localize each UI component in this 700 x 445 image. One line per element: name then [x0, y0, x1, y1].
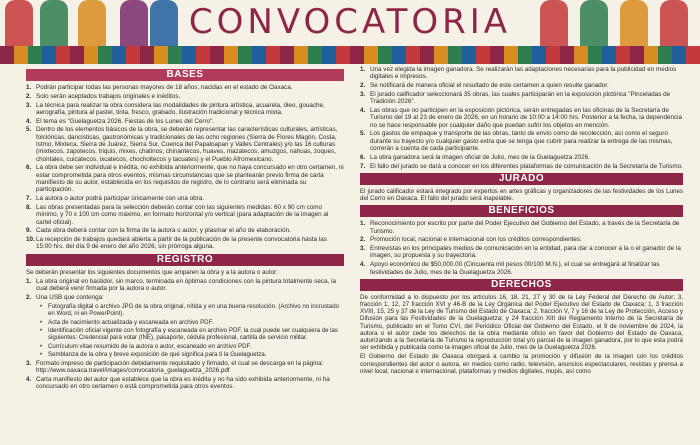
list-item [26, 227, 344, 234]
derechos-paragraph-1: De conformidad a lo dispuesto por los artículos 16, 18, 21, 27 y 30 de la Ley Federal del Derecho de Autor; 3, fracción 1, 12, 27 fracción XVI y 46-B de la Ley Orgánica del Poder Ejecutivo del Estado de Oaxaca; 1, 3 fracción XVIII, 15, 25 y 37 de la Ley de Turismo del Estado de Oaxaca; 2, fracción V, 7 y 16 de la Ley de Protección, Acceso y Difusión para las Festividades de la Guelaguetza; y 24 fracción XIII del Reglamento Interno de la Secretaría de Turismo, publicado en el Tomo CVI, del Periódico Oficial del Gobierno del Estado, el 9 de noviembre de 2024, la autora o el autor cede los derechos de la obra mediante oficio en favor del Gobierno del Estado de Oaxaca, autorizando a la Secretaría de Turismo la reproducción total y/o parcial de la imagen ganadora, por lo que esta podrá ser exhibida y publicada como la imagen oficial de Julio, mes de la Guelaguetza 2026. [360, 293, 683, 352]
bullet-icon: • [40, 351, 43, 359]
list-item [26, 195, 344, 202]
list-item [26, 93, 344, 100]
list-item [360, 82, 683, 89]
item-text: Promoción local, nacional e internacional con los créditos correspondientes. [370, 236, 582, 244]
item-text: El jurado calificador seleccionará 35 obras, las cuales participarán en la exposición pictórica "Pinceladas de Tradición 2026". [370, 90, 671, 106]
border-tile [322, 46, 336, 64]
border-tile [280, 46, 294, 64]
dancer-figure-icon [540, 0, 568, 50]
border-tile [70, 46, 84, 64]
item-number: 3. [360, 90, 366, 98]
border-tile [140, 46, 154, 64]
dancer-figure-icon [40, 0, 68, 50]
border-tile [126, 46, 140, 64]
left-column [26, 66, 344, 392]
border-tile [224, 46, 238, 64]
sub-item-text: Identificación oficial vigente con fotografía y escaneada en archivo PDF, la cual puede ser cualquiera de las siguientes: Credencial para votar (INE), pasaporte, cédula profesional, cartilla de servicio militar. [48, 327, 338, 342]
border-tile [14, 46, 28, 64]
sub-list-item [26, 351, 344, 358]
border-tile [28, 46, 42, 64]
border-tile [630, 46, 644, 64]
item-text: La obra original en bastidor, sin marco, terminada en óptimas condiciones con la pintura totalmente seca, la cual deberá venir firmada por la autora o autor. [36, 277, 336, 293]
item-text: La recepción de trabajos quedará abierta a partir de la publicación de la presente convocatoria hasta las 15:00 hrs. del día 9 de enero del año 2026, sin prórroga alguna. [36, 236, 327, 251]
item-text: La técnica para realizar la obra considera las modalidades de pintura artística, acuarela, óleo, gouache, aerografía, pintura al pastel, tinta, fresco, grabado, ilustración tradicional y técnica mixta. [36, 101, 325, 116]
item-number: 5. [26, 126, 32, 134]
item-text: La obra ganadora será la imagen oficial de Julio, mes de la Guelaguetza 2026. [370, 153, 590, 161]
list-item [26, 102, 344, 117]
border-tile [420, 46, 434, 64]
header-banner [0, 0, 700, 64]
bullet-icon: • [40, 342, 43, 350]
right-column [360, 66, 683, 377]
dancer-figure-icon [580, 0, 608, 50]
border-tile [532, 46, 546, 64]
list-item [26, 294, 344, 301]
sub-item-text: Currículum vitae resumido de la autora o autor, escaneado en archivo PDF. [48, 342, 252, 350]
registro-list [26, 278, 344, 391]
border-tile [238, 46, 252, 64]
sub-item-text: Fotografía digital o archivo JPG de la obra original, nítida y en una buena resolución. (Archivo no incrustado en Word, ni en PowerPoint). [48, 302, 339, 317]
bases-list [26, 84, 344, 251]
item-text: Una USB que contenga: [36, 294, 104, 302]
item-number: 8. [26, 203, 32, 211]
border-tile [112, 46, 126, 64]
section-bases-header: BASES [26, 69, 344, 81]
border-tile [658, 46, 672, 64]
item-text: Las obras presentadas para la selección deberán contar con las siguientes medidas: 60 x 90 cm como mínimo, y 70 x 100 cm como máximo, en formato horizontal y/o vertical (para adaptación de la imagen al cartel oficial). [36, 203, 329, 226]
item-number: 2. [26, 92, 32, 100]
border-tile [182, 46, 196, 64]
border-tile [252, 46, 266, 64]
border-tile [588, 46, 602, 64]
section-jurado-header: JURADO [360, 173, 683, 185]
item-number: 1. [360, 66, 366, 73]
decorative-border [0, 46, 700, 64]
item-number: 4. [360, 261, 366, 269]
item-number: 2. [26, 294, 32, 302]
list-item [360, 130, 683, 152]
item-text: Carta manifiesto del autor que establece que la obra es inédita y no ha sido exhibida anteriormente, ni ha concursado en otro certamen o está comprometida para otros eventos. [36, 376, 330, 391]
item-number: 3. [360, 245, 366, 253]
item-number: 5. [360, 130, 366, 138]
item-number: 3. [26, 101, 32, 109]
border-tile [490, 46, 504, 64]
list-item [360, 220, 683, 235]
border-tile [644, 46, 658, 64]
border-tile [350, 46, 364, 64]
item-number: 3. [26, 359, 32, 367]
border-tile [518, 46, 532, 64]
border-tile [364, 46, 378, 64]
item-text: Cada obra deberá contar con la firma de la autora o autor, y plasmar el año de elaboración. [36, 227, 291, 235]
page-title: CONVOCATORIA [188, 2, 512, 42]
border-tile [546, 46, 560, 64]
dancer-figure-icon [620, 0, 648, 50]
bullet-icon: • [40, 302, 43, 310]
list-item [26, 84, 344, 91]
list-item [360, 261, 683, 276]
list-item [26, 126, 344, 162]
section-beneficios-header: BENEFICIOS [360, 205, 683, 217]
item-number: 10. [26, 236, 35, 244]
sub-item-text: Semblanza de la obra y breve exposición de qué significa para ti la Guelaguetza. [48, 351, 267, 359]
item-text: Reconocimiento por escrito por parte del Poder Ejecutivo del Gobierno del Estado, a través de la Secretaría de Turismo. [370, 220, 680, 235]
list-item [26, 360, 344, 375]
item-number: 7. [360, 162, 366, 170]
border-tile [0, 46, 14, 64]
item-text: La obra debe ser individual e inédita, no exhibida anteriormente, que no haya concursado en otro certamen, ni estar comprometida para otros eventos, mismas circunstancias que se plantearán previo firma de carta manifiesto de su autor, establecida en los requisitos de registro, de lo contrario será eliminada su participación. [36, 164, 344, 194]
dancer-figure-icon [78, 0, 106, 50]
sub-list-item [26, 303, 344, 317]
item-text: Entrevistas en los principales medios de comunicación en la entidad, para dar a conocer a la o el ganador de la imagen, su propuesta y su trayectoria. [370, 245, 681, 260]
item-number: 1. [360, 220, 366, 228]
list-item [360, 107, 683, 129]
list-item [26, 236, 344, 251]
list-item [360, 91, 683, 106]
border-tile [686, 46, 700, 64]
item-text: Apoyo económico de $50,000.00 (Cincuenta mil pesos 00/100 M.N.), el cual se entregará al finalizar las festividades de Julio, mes de la Guelaguetza 2026. [370, 261, 660, 276]
dancer-figure-icon [5, 0, 33, 50]
item-number: 1. [26, 277, 32, 285]
item-text: La autora o autor podrá participar únicamente con una obra. [36, 195, 205, 203]
item-number: 2. [360, 236, 366, 244]
border-tile [560, 46, 574, 64]
border-tile [196, 46, 210, 64]
item-number: 9. [26, 227, 32, 235]
border-tile [476, 46, 490, 64]
sub-list-item [26, 327, 344, 341]
item-number: 7. [26, 195, 32, 203]
item-number: 6. [360, 153, 366, 161]
list-item [360, 236, 683, 243]
list-item [26, 376, 344, 391]
border-tile [84, 46, 98, 64]
registro-intro: Se deberán presentar los siguientes documentos que amparen la obra y a la autora o autor: [26, 268, 278, 276]
item-text: Solo serán aceptados trabajos originales e inéditos. [36, 92, 181, 100]
border-tile [434, 46, 448, 64]
border-tile [154, 46, 168, 64]
list-item [26, 204, 344, 226]
list-item [360, 163, 683, 170]
border-tile [42, 46, 56, 64]
dancer-figure-icon [150, 0, 178, 50]
bullet-icon: • [40, 318, 43, 326]
list-item [360, 245, 683, 260]
item-text: El tema es "Guelaguetza 2026. Fiestas de los Lunes del Cerro". [36, 117, 215, 125]
item-text: Dentro de los elementos básicos de la obra, se deberán representar las características culturales, artísticas, folclóricas, dancísticas, gastronómicas y tradicionales de las ocho regiones (Sierra de Flores Magón, Costa, Istmo, Mixteca, Sierra de Juárez, Sierra Sur, Cuenca del Papaloapan y Valles Centrales) y/o las 16 culturas (mixtecos, zapotecos, triquis, mixes, chatinos, chinantecos, huaves, mazatecos, amuzgos, nahuas, zoques, chontales, cuicatecos, ixcatecos, chocholtecos y tacuates) y el Pueblo Afromexicano. [36, 126, 338, 163]
list-item [26, 118, 344, 125]
border-tile [336, 46, 350, 64]
border-tile [308, 46, 322, 64]
item-number: 4. [26, 376, 32, 384]
item-number: 4. [360, 106, 366, 114]
border-tile [266, 46, 280, 64]
item-text: Se notificará de manera oficial el resultado de este certamen a quien resulte ganador. [370, 82, 609, 90]
item-text: El fallo del jurado se dará a conocer en los diferentes plataformas de comunicación de la Secretaría de Turismo. [370, 162, 683, 170]
border-tile [392, 46, 406, 64]
item-number: 2. [360, 82, 366, 90]
item-number: 4. [26, 117, 32, 125]
border-tile [294, 46, 308, 64]
bullet-icon: • [40, 327, 43, 335]
sub-list-item [26, 319, 344, 326]
border-tile [504, 46, 518, 64]
border-tile [462, 46, 476, 64]
item-text: Podrán participar todas las personas mayores de 18 años, nacidas en el estado de Oaxaca. [36, 84, 293, 91]
border-tile [574, 46, 588, 64]
item-number: 1. [26, 84, 32, 91]
section-derechos-header: DERECHOS [360, 279, 683, 291]
dancer-figure-icon [120, 0, 148, 50]
border-tile [98, 46, 112, 64]
jurado-text: El jurado calificador estará integrado por expertos en artes gráficas y organizadores de las festividades de los Lunes del Cerro en Oaxaca. El fallo del jurado será inapelable. [360, 187, 683, 203]
section-registro-header: REGISTRO [26, 254, 344, 266]
border-tile [602, 46, 616, 64]
beneficios-list [360, 220, 683, 276]
dancer-figure-icon [660, 0, 688, 50]
list-item [26, 164, 344, 193]
sub-list-item [26, 343, 344, 350]
border-tile [616, 46, 630, 64]
border-tile [448, 46, 462, 64]
list-item [26, 278, 344, 293]
border-tile [378, 46, 392, 64]
border-tile [56, 46, 70, 64]
border-tile [406, 46, 420, 64]
sub-item-text: Acta de nacimiento actualizada y escaneada en archivo PDF. [48, 318, 214, 326]
item-text: Formato impreso de participación debidamente requisitado y firmado, el cual se descarga en la página: http://www.oaxaca.travel/images/convocatoria_guelaguetza_2026.pdf [36, 359, 324, 375]
derechos-paragraph-2: El Gobierno del Estado de Oaxaca otorgará a cambio la promoción y difusión de la imagen con los créditos correspondientes del autor o autora, en medios como radio, televisión, anuncios espectaculares, revistas y prensa a nivel local, nacional e internacional, plataformas y medios digitales, mupis, así como [360, 353, 683, 375]
continuation-list [360, 66, 683, 170]
item-text: Los gastos de empaque y transporte de las obras, tanto de envío como de recolección, así como el seguro durante su trayecto y/o cualquier gasto extra que se tenga que cubrir para realizar la entrega de las mismas, correrán a cuenta de cada participante. [370, 130, 673, 152]
item-text: Una vez elegida la imagen ganadora. Se realizarán las adaptaciones necesarias para la publicidad en medios digitales e impresos. [370, 66, 677, 81]
list-item [360, 66, 683, 81]
list-item [360, 154, 683, 161]
border-tile [168, 46, 182, 64]
border-tile [210, 46, 224, 64]
item-number: 6. [26, 164, 32, 172]
border-tile [672, 46, 686, 64]
item-text: Las obras que no participen en la exposición pictórica, serán entregadas en las oficinas de la Secretaría de Turismo del 19 al 23 de enero de 2026, en un horario de 10:00 a 14:00 hrs. Posterior a la fecha, la dependencia no se hace responsable por cualquier daño que puedan sufrir los objetos en mención. [370, 106, 683, 129]
